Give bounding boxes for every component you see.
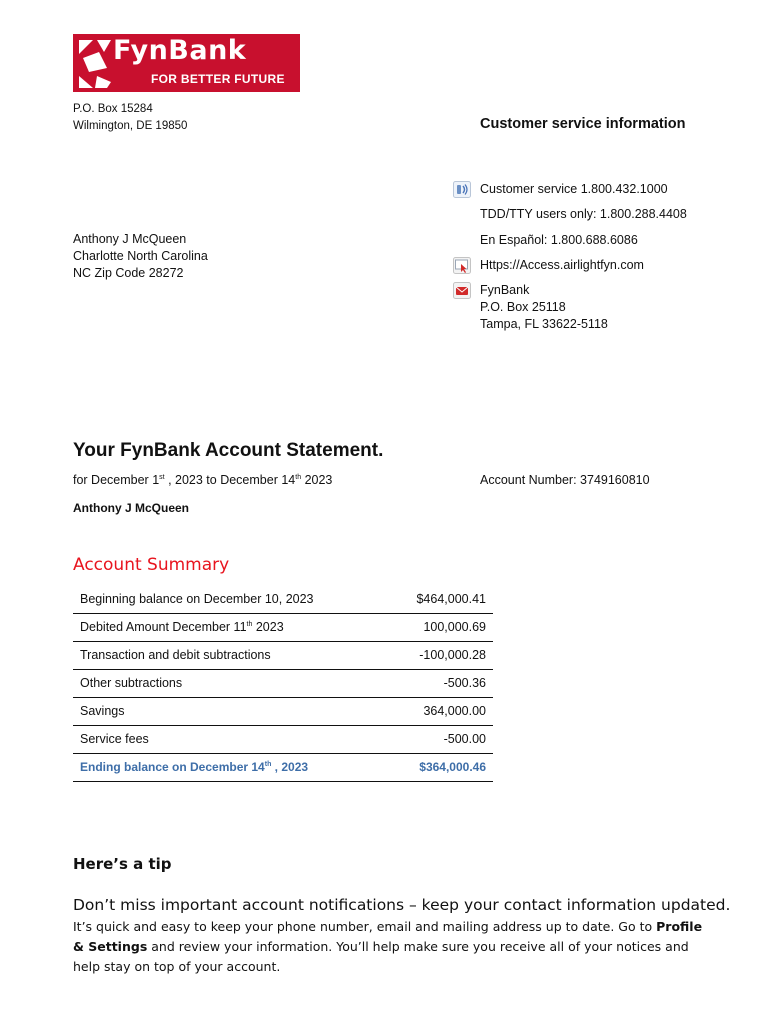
customer-service-title: Customer service information xyxy=(480,116,686,132)
customer-address-line3: NC Zip Code 28272 xyxy=(73,266,184,280)
row-value: -500.00 xyxy=(443,732,486,746)
statement-period: for December 1st , 2023 to December 14th 2023 xyxy=(73,473,333,487)
cs-tty-text: TDD/TTY users only: 1.800.288.4408 xyxy=(480,207,687,221)
logo-tagline: FOR BETTER FUTURE xyxy=(151,72,285,86)
row-label: Transaction and debit subtractions xyxy=(80,648,271,662)
table-row xyxy=(73,698,493,726)
cs-mail-box: P.O. Box 25118 xyxy=(480,300,566,314)
cs-spanish-text: En Español: 1.800.688.6086 xyxy=(480,233,638,247)
row-value: -500.36 xyxy=(443,676,486,690)
fynbank-logo xyxy=(73,34,300,92)
logo-mark-icon xyxy=(77,38,113,90)
table-row xyxy=(73,642,493,670)
row-value: $464,000.41 xyxy=(416,592,486,606)
logo-brand-text: FynBank xyxy=(113,35,247,66)
bank-address-line2: Wilmington, DE 19850 xyxy=(73,120,188,132)
statement-customer-name: Anthony J McQueen xyxy=(73,501,190,515)
row-label: Debited Amount December 11th 2023 xyxy=(80,620,284,634)
row-label: Other subtractions xyxy=(80,676,183,690)
profile-settings-link: Profile & Settings xyxy=(73,919,703,954)
row-label: Beginning balance on December 10, 2023 xyxy=(80,592,314,606)
tip-body: It’s quick and easy to keep your phone number, email and mailing address up to date. Go to Profile & Settings and review your information. You’ll help make sure you receive all of your notices and help stay on top of your account. xyxy=(73,919,703,974)
mail-icon xyxy=(453,282,471,299)
account-summary-title: Account Summary xyxy=(73,555,230,575)
table-row xyxy=(73,614,493,642)
row-label: Service fees xyxy=(80,732,149,746)
row-label: Savings xyxy=(80,704,125,718)
customer-address-line1: Anthony J McQueen xyxy=(73,232,187,246)
table-row xyxy=(73,670,493,698)
bank-address xyxy=(73,101,187,135)
table-row xyxy=(73,726,493,754)
tip-title: Here’s a tip xyxy=(73,855,172,873)
statement-title: Your FynBank Account Statement. xyxy=(73,440,384,461)
row-value: -100,000.28 xyxy=(419,648,486,662)
ending-balance-row xyxy=(73,754,493,782)
cs-mail-city: Tampa, FL 33622-5118 xyxy=(480,317,608,331)
cs-web-text[interactable]: Https://Access.airlightfyn.com xyxy=(480,258,644,272)
customer-address-line2: Charlotte North Carolina xyxy=(73,249,208,263)
tip-headline: Don’t miss important account notifications – keep your contact information updated. xyxy=(73,896,731,914)
phone-icon xyxy=(453,181,471,198)
web-cursor-icon xyxy=(453,257,471,274)
ending-balance-value: $364,000.46 xyxy=(419,760,486,774)
row-value: 364,000.00 xyxy=(423,704,486,718)
row-value: 100,000.69 xyxy=(423,620,486,634)
account-summary-table xyxy=(73,586,493,782)
table-row xyxy=(73,586,493,614)
ending-balance-label: Ending balance on December 14th , 2023 xyxy=(80,760,309,774)
cs-phone-text: Customer service 1.800.432.1000 xyxy=(480,182,668,196)
bank-address-line1: P.O. Box 15284 xyxy=(73,103,153,115)
account-number: Account Number: 3749160810 xyxy=(480,473,650,487)
cs-mail-name: FynBank xyxy=(480,283,530,297)
customer-address xyxy=(73,231,208,282)
